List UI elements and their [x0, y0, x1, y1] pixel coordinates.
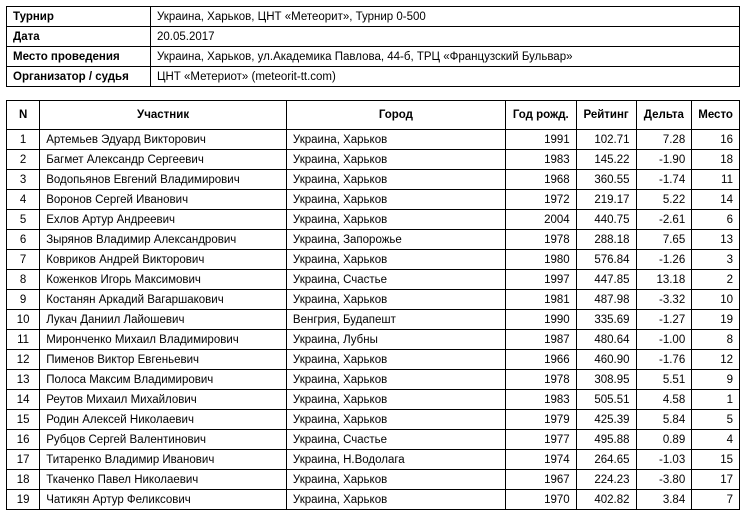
cell-delta: -1.26	[636, 250, 692, 270]
cell-delta: 5.51	[636, 370, 692, 390]
cell-birth-year: 1974	[505, 450, 576, 470]
info-value: Украина, Харьков, ЦНТ «Метеорит», Турнир 0-500	[151, 7, 740, 27]
cell-rating: 360.55	[576, 170, 636, 190]
cell-rating: 447.85	[576, 270, 636, 290]
col-header-birth-year: Год рожд.	[505, 101, 576, 130]
cell-place: 13	[692, 230, 740, 250]
cell-participant: Водопьянов Евгений Владимирович	[40, 170, 287, 190]
cell-delta: 0.89	[636, 430, 692, 450]
cell-number: 11	[7, 330, 40, 350]
cell-number: 16	[7, 430, 40, 450]
cell-rating: 460.90	[576, 350, 636, 370]
cell-place: 9	[692, 370, 740, 390]
cell-birth-year: 1978	[505, 370, 576, 390]
cell-birth-year: 1987	[505, 330, 576, 350]
cell-place: 8	[692, 330, 740, 350]
cell-participant: Родин Алексей Николаевич	[40, 410, 287, 430]
cell-delta: 7.65	[636, 230, 692, 250]
cell-birth-year: 1966	[505, 350, 576, 370]
cell-delta: 13.18	[636, 270, 692, 290]
cell-city: Украина, Запорожье	[286, 230, 505, 250]
cell-delta: -1.76	[636, 350, 692, 370]
cell-city: Украина, Харьков	[286, 150, 505, 170]
col-header-rating: Рейтинг	[576, 101, 636, 130]
cell-number: 5	[7, 210, 40, 230]
cell-participant: Титаренко Владимир Иванович	[40, 450, 287, 470]
cell-place: 16	[692, 130, 740, 150]
cell-participant: Рубцов Сергей Валентинович	[40, 430, 287, 450]
cell-delta: -1.03	[636, 450, 692, 470]
cell-birth-year: 1991	[505, 130, 576, 150]
table-row	[7, 230, 740, 250]
cell-participant: Зырянов Владимир Александрович	[40, 230, 287, 250]
cell-delta: 5.84	[636, 410, 692, 430]
cell-participant: Пименов Виктор Евгеньевич	[40, 350, 287, 370]
cell-delta: 4.58	[636, 390, 692, 410]
table-row	[7, 330, 740, 350]
info-label: Место проведения	[7, 47, 151, 67]
cell-delta: 5.22	[636, 190, 692, 210]
cell-place: 17	[692, 470, 740, 490]
cell-number: 1	[7, 130, 40, 150]
cell-delta: -3.32	[636, 290, 692, 310]
cell-city: Украина, Харьков	[286, 390, 505, 410]
cell-place: 11	[692, 170, 740, 190]
results-table	[6, 100, 740, 510]
info-value: ЦНТ «Метериот» (meteorit-tt.com)	[151, 67, 740, 87]
cell-city: Украина, Харьков	[286, 190, 505, 210]
cell-rating: 480.64	[576, 330, 636, 350]
cell-number: 17	[7, 450, 40, 470]
cell-number: 7	[7, 250, 40, 270]
cell-participant: Ткаченко Павел Николаевич	[40, 470, 287, 490]
info-row	[7, 67, 740, 87]
cell-number: 2	[7, 150, 40, 170]
cell-birth-year: 1990	[505, 310, 576, 330]
table-row	[7, 390, 740, 410]
cell-number: 9	[7, 290, 40, 310]
cell-city: Украина, Харьков	[286, 210, 505, 230]
cell-place: 1	[692, 390, 740, 410]
cell-delta: -1.00	[636, 330, 692, 350]
cell-birth-year: 1997	[505, 270, 576, 290]
cell-number: 14	[7, 390, 40, 410]
cell-place: 19	[692, 310, 740, 330]
cell-city: Украина, Харьков	[286, 350, 505, 370]
cell-number: 12	[7, 350, 40, 370]
cell-participant: Ковриков Андрей Викторович	[40, 250, 287, 270]
cell-place: 5	[692, 410, 740, 430]
cell-birth-year: 1977	[505, 430, 576, 450]
table-row	[7, 130, 740, 150]
cell-delta: -2.61	[636, 210, 692, 230]
cell-participant: Реутов Михаил Михайлович	[40, 390, 287, 410]
table-row	[7, 150, 740, 170]
cell-place: 6	[692, 210, 740, 230]
cell-number: 4	[7, 190, 40, 210]
cell-number: 18	[7, 470, 40, 490]
cell-number: 3	[7, 170, 40, 190]
cell-number: 8	[7, 270, 40, 290]
cell-delta: -1.74	[636, 170, 692, 190]
col-header-delta: Дельта	[636, 101, 692, 130]
cell-city: Венгрия, Будапешт	[286, 310, 505, 330]
cell-birth-year: 1979	[505, 410, 576, 430]
table-row	[7, 250, 740, 270]
cell-rating: 487.98	[576, 290, 636, 310]
col-header-place: Место	[692, 101, 740, 130]
cell-place: 7	[692, 490, 740, 510]
cell-participant: Костанян Аркадий Вагаршакович	[40, 290, 287, 310]
cell-birth-year: 1983	[505, 150, 576, 170]
cell-participant: Ехлов Артур Андреевич	[40, 210, 287, 230]
cell-number: 6	[7, 230, 40, 250]
cell-rating: 495.88	[576, 430, 636, 450]
cell-city: Украина, Счастье	[286, 270, 505, 290]
table-row	[7, 410, 740, 430]
cell-birth-year: 1980	[505, 250, 576, 270]
info-value: Украина, Харьков, ул.Академика Павлова, 44-б, ТРЦ «Французский Бульвар»	[151, 47, 740, 67]
cell-birth-year: 1970	[505, 490, 576, 510]
cell-city: Украина, Н.Водолага	[286, 450, 505, 470]
cell-city: Украина, Харьков	[286, 250, 505, 270]
cell-birth-year: 1967	[505, 470, 576, 490]
cell-rating: 288.18	[576, 230, 636, 250]
table-row	[7, 490, 740, 510]
cell-city: Украина, Харьков	[286, 410, 505, 430]
cell-place: 2	[692, 270, 740, 290]
cell-delta: -1.90	[636, 150, 692, 170]
cell-city: Украина, Харьков	[286, 370, 505, 390]
cell-place: 3	[692, 250, 740, 270]
cell-place: 14	[692, 190, 740, 210]
cell-rating: 425.39	[576, 410, 636, 430]
cell-rating: 224.23	[576, 470, 636, 490]
cell-birth-year: 2004	[505, 210, 576, 230]
table-row	[7, 350, 740, 370]
cell-place: 10	[692, 290, 740, 310]
cell-place: 18	[692, 150, 740, 170]
cell-participant: Лукач Даниил Лайошевич	[40, 310, 287, 330]
cell-place: 15	[692, 450, 740, 470]
cell-number: 10	[7, 310, 40, 330]
cell-rating: 440.75	[576, 210, 636, 230]
cell-birth-year: 1978	[505, 230, 576, 250]
cell-city: Украина, Счастье	[286, 430, 505, 450]
cell-participant: Артемьев Эдуард Викторович	[40, 130, 287, 150]
cell-participant: Воронов Сергей Иванович	[40, 190, 287, 210]
info-label: Дата	[7, 27, 151, 47]
info-value: 20.05.2017	[151, 27, 740, 47]
cell-rating: 219.17	[576, 190, 636, 210]
table-row	[7, 190, 740, 210]
cell-delta: 7.28	[636, 130, 692, 150]
table-row	[7, 450, 740, 470]
cell-rating: 505.51	[576, 390, 636, 410]
table-row	[7, 290, 740, 310]
table-row	[7, 470, 740, 490]
cell-delta: 3.84	[636, 490, 692, 510]
info-row	[7, 7, 740, 27]
cell-city: Украина, Харьков	[286, 290, 505, 310]
table-header-row	[7, 101, 740, 130]
cell-city: Украина, Харьков	[286, 490, 505, 510]
info-row	[7, 27, 740, 47]
table-row	[7, 210, 740, 230]
cell-participant: Миронченко Михаил Владимирович	[40, 330, 287, 350]
cell-city: Украина, Харьков	[286, 170, 505, 190]
cell-birth-year: 1981	[505, 290, 576, 310]
cell-place: 12	[692, 350, 740, 370]
cell-rating: 402.82	[576, 490, 636, 510]
info-row	[7, 47, 740, 67]
info-label: Турнир	[7, 7, 151, 27]
table-row	[7, 370, 740, 390]
table-row	[7, 310, 740, 330]
table-row	[7, 270, 740, 290]
cell-number: 19	[7, 490, 40, 510]
col-header-city: Город	[286, 101, 505, 130]
cell-birth-year: 1983	[505, 390, 576, 410]
cell-birth-year: 1968	[505, 170, 576, 190]
cell-rating: 308.95	[576, 370, 636, 390]
cell-rating: 145.22	[576, 150, 636, 170]
cell-delta: -1.27	[636, 310, 692, 330]
cell-city: Украина, Харьков	[286, 470, 505, 490]
col-header-participant: Участник	[40, 101, 287, 130]
cell-participant: Багмет Александр Сергеевич	[40, 150, 287, 170]
col-header-number: N	[7, 101, 40, 130]
tournament-info-table	[6, 6, 740, 87]
cell-rating: 335.69	[576, 310, 636, 330]
cell-city: Украина, Харьков	[286, 130, 505, 150]
cell-number: 15	[7, 410, 40, 430]
cell-rating: 264.65	[576, 450, 636, 470]
cell-rating: 102.71	[576, 130, 636, 150]
table-row	[7, 170, 740, 190]
cell-delta: -3.80	[636, 470, 692, 490]
cell-city: Украина, Лубны	[286, 330, 505, 350]
cell-rating: 576.84	[576, 250, 636, 270]
cell-place: 4	[692, 430, 740, 450]
info-label: Организатор / судья	[7, 67, 151, 87]
cell-participant: Коженков Игорь Максимович	[40, 270, 287, 290]
cell-participant: Полоса Максим Владимирович	[40, 370, 287, 390]
table-row	[7, 430, 740, 450]
cell-participant: Чатикян Артур Феликсович	[40, 490, 287, 510]
cell-number: 13	[7, 370, 40, 390]
cell-birth-year: 1972	[505, 190, 576, 210]
